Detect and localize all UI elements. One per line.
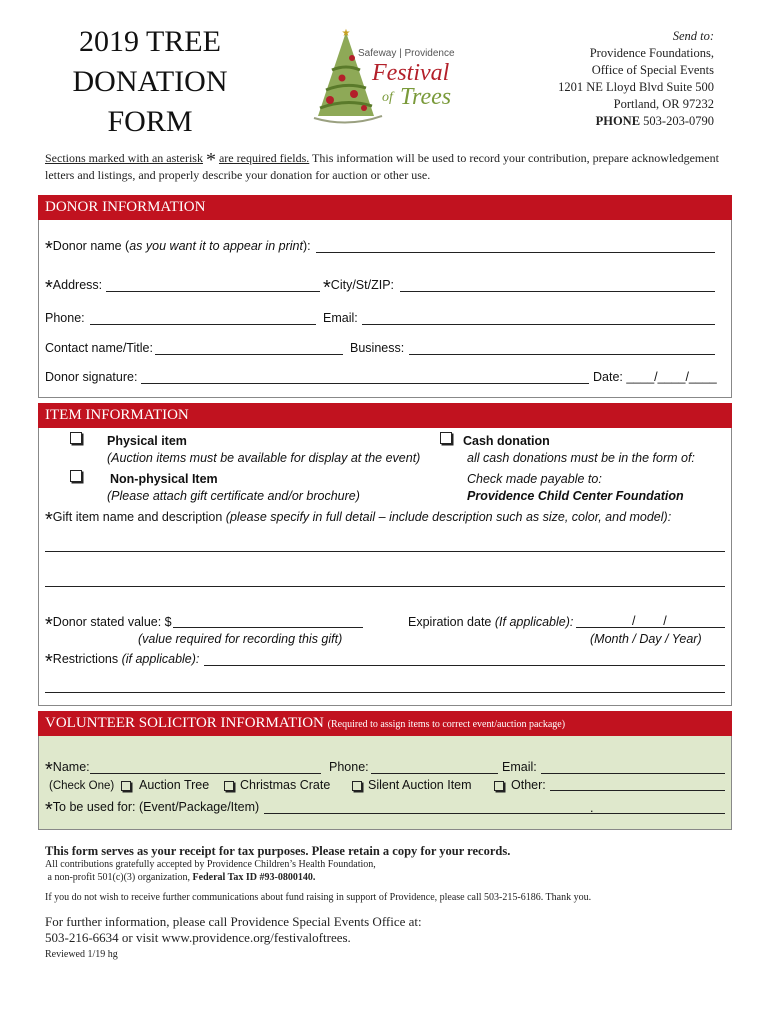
city-label: *City/St/ZIP: (323, 277, 394, 299)
cash-donation-note: all cash donations must be in the form of: (467, 451, 695, 465)
festival-of-trees-logo (308, 28, 468, 128)
physical-item-checkbox[interactable] (70, 431, 82, 449)
non-physical-item-note: (Please attach gift certificate and/or brochure) (107, 489, 360, 503)
intro-part-1: Sections marked with an asterisk (45, 151, 203, 165)
intro-asterisk: * (205, 149, 216, 171)
used-for-period: . (590, 801, 594, 815)
auction-tree-checkbox[interactable] (121, 778, 131, 796)
item-information-band: ITEM INFORMATION (38, 403, 732, 428)
send-to-line-4: Portland, OR 97232 (613, 97, 714, 111)
logo-top-text: Safeway | Providence (358, 48, 455, 59)
address-field[interactable] (106, 291, 320, 292)
physical-item-note: (Auction items must be available for display at the event) (107, 451, 421, 465)
opt-out-text: If you do not wish to receive further communications about fund raising in support of Providence, please call 503-215-6186. Thank you. (45, 892, 592, 903)
intro-part-2: are required fields. (218, 151, 310, 165)
non-physical-item-checkbox[interactable] (70, 469, 82, 487)
volunteer-email-label: Email: (502, 760, 537, 774)
send-to-line-2: Office of Special Events (591, 63, 714, 77)
used-for-label: *To be used for: (Event/Package/Item) (45, 799, 260, 821)
restrictions-line-2[interactable] (45, 692, 725, 693)
volunteer-email-field[interactable] (541, 773, 725, 774)
silent-auction-checkbox[interactable] (352, 778, 362, 796)
expiration-slashes: / / (632, 614, 667, 628)
logo-trees: Trees (400, 84, 452, 110)
volunteer-phone-label: Phone: (329, 760, 369, 774)
send-to-line-3: 1201 NE Lloyd Blvd Suite 500 (558, 80, 714, 94)
stated-value-field[interactable] (173, 627, 363, 628)
title-line-2: DONATION (72, 65, 228, 98)
gift-description-label: *Gift item name and description (please specify in full detail – include description such as size, color, and model): (45, 509, 672, 531)
phone-number: 503-203-0790 (643, 114, 714, 128)
check-payable-note: Check made payable to: (467, 472, 602, 486)
phone-field[interactable] (90, 324, 316, 325)
phone-label: PHONE (595, 114, 641, 128)
used-for-field[interactable] (264, 813, 725, 814)
signature-field[interactable] (141, 383, 589, 384)
stated-value-label: *Donor stated value: $ (45, 614, 172, 636)
physical-item-label: Physical item (107, 434, 187, 448)
receipt-notice: This form serves as your receipt for tax purposes. Please retain a copy for your records. (45, 844, 511, 858)
logo-festival: Festival (372, 60, 450, 86)
cash-donation-label: Cash donation (463, 434, 550, 448)
logo-of: of (382, 90, 393, 105)
payee-name: Providence Child Center Foundation (467, 489, 684, 503)
address-label: *Address: (45, 277, 103, 299)
restrictions-label: *Restrictions (if applicable): (45, 651, 200, 673)
send-to-label: Send to: (672, 29, 714, 43)
other-label: Other: (511, 778, 546, 792)
info-line-1: For further information, please call Providence Special Events Office at: (45, 914, 422, 929)
intro-paragraph (45, 150, 725, 184)
silent-auction-label: Silent Auction Item (368, 778, 472, 792)
city-field[interactable] (400, 291, 715, 292)
gift-description-line-2[interactable] (45, 586, 725, 587)
other-field[interactable] (550, 790, 725, 791)
phone-label: Phone: (45, 311, 85, 325)
volunteer-band: VOLUNTEER SOLICITOR INFORMATION (Required to assign items to correct event/auction package) (38, 711, 732, 736)
expiration-note: (Month / Day / Year) (590, 632, 702, 646)
donor-name-field[interactable] (316, 252, 715, 253)
non-physical-item-label: Non-physical Item (110, 472, 218, 486)
restrictions-field[interactable] (204, 665, 725, 666)
contact-label: Contact name/Title: (45, 341, 153, 355)
intro-part-3: This information will be used to record your contribution, prepare acknowledgement letters and listings, and properly describe your donation for auction or other use. (45, 151, 719, 182)
business-field[interactable] (409, 354, 715, 355)
svg-text:★: ★ (341, 28, 351, 39)
info-line-2: 503-216-6634 or visit www.providence.org/festivaloftrees. (45, 930, 351, 945)
stated-value-note: (value required for recording this gift) (138, 632, 343, 646)
contact-field[interactable] (155, 354, 343, 355)
volunteer-name-field[interactable] (90, 773, 321, 774)
donor-information-band: DONOR INFORMATION (38, 195, 732, 220)
other-checkbox[interactable] (494, 778, 504, 796)
form-title (30, 22, 270, 142)
email-field[interactable] (362, 324, 715, 325)
check-one-label: (Check One) (49, 780, 115, 792)
expiration-label: Expiration date (If applicable): (408, 615, 574, 629)
title-line-1: 2019 TREE (79, 25, 221, 58)
email-label: Email: (323, 311, 358, 325)
send-to-phone-row (558, 113, 714, 130)
gift-description-line-1[interactable] (45, 551, 725, 552)
volunteer-name-label: *Name: (45, 759, 90, 781)
title-line-3: FORM (107, 105, 193, 138)
auction-tree-label: Auction Tree (139, 778, 210, 792)
christmas-crate-label: Christmas Crate (240, 778, 331, 792)
signature-label: Donor signature: (45, 370, 138, 384)
cash-donation-checkbox[interactable] (440, 431, 452, 449)
reviewed-text: Reviewed 1/19 hg (45, 949, 118, 960)
accepted-by-text: All contributions gratefully accepted by Providence Children’s Health Foundation, (45, 859, 376, 870)
nonprofit-text: a non-profit 501(c)(3) organization, Federal Tax ID #93-0800140. (45, 872, 316, 883)
send-to-line-1: Providence Foundations, (589, 46, 714, 60)
donor-name-label: *Donor name (as you want it to appear in print): (45, 238, 311, 260)
send-to-address (558, 28, 714, 130)
christmas-crate-checkbox[interactable] (224, 778, 234, 796)
business-label: Business: (350, 341, 405, 355)
volunteer-phone-field[interactable] (371, 773, 498, 774)
date-field[interactable]: Date: ____/____/____ (593, 370, 717, 384)
